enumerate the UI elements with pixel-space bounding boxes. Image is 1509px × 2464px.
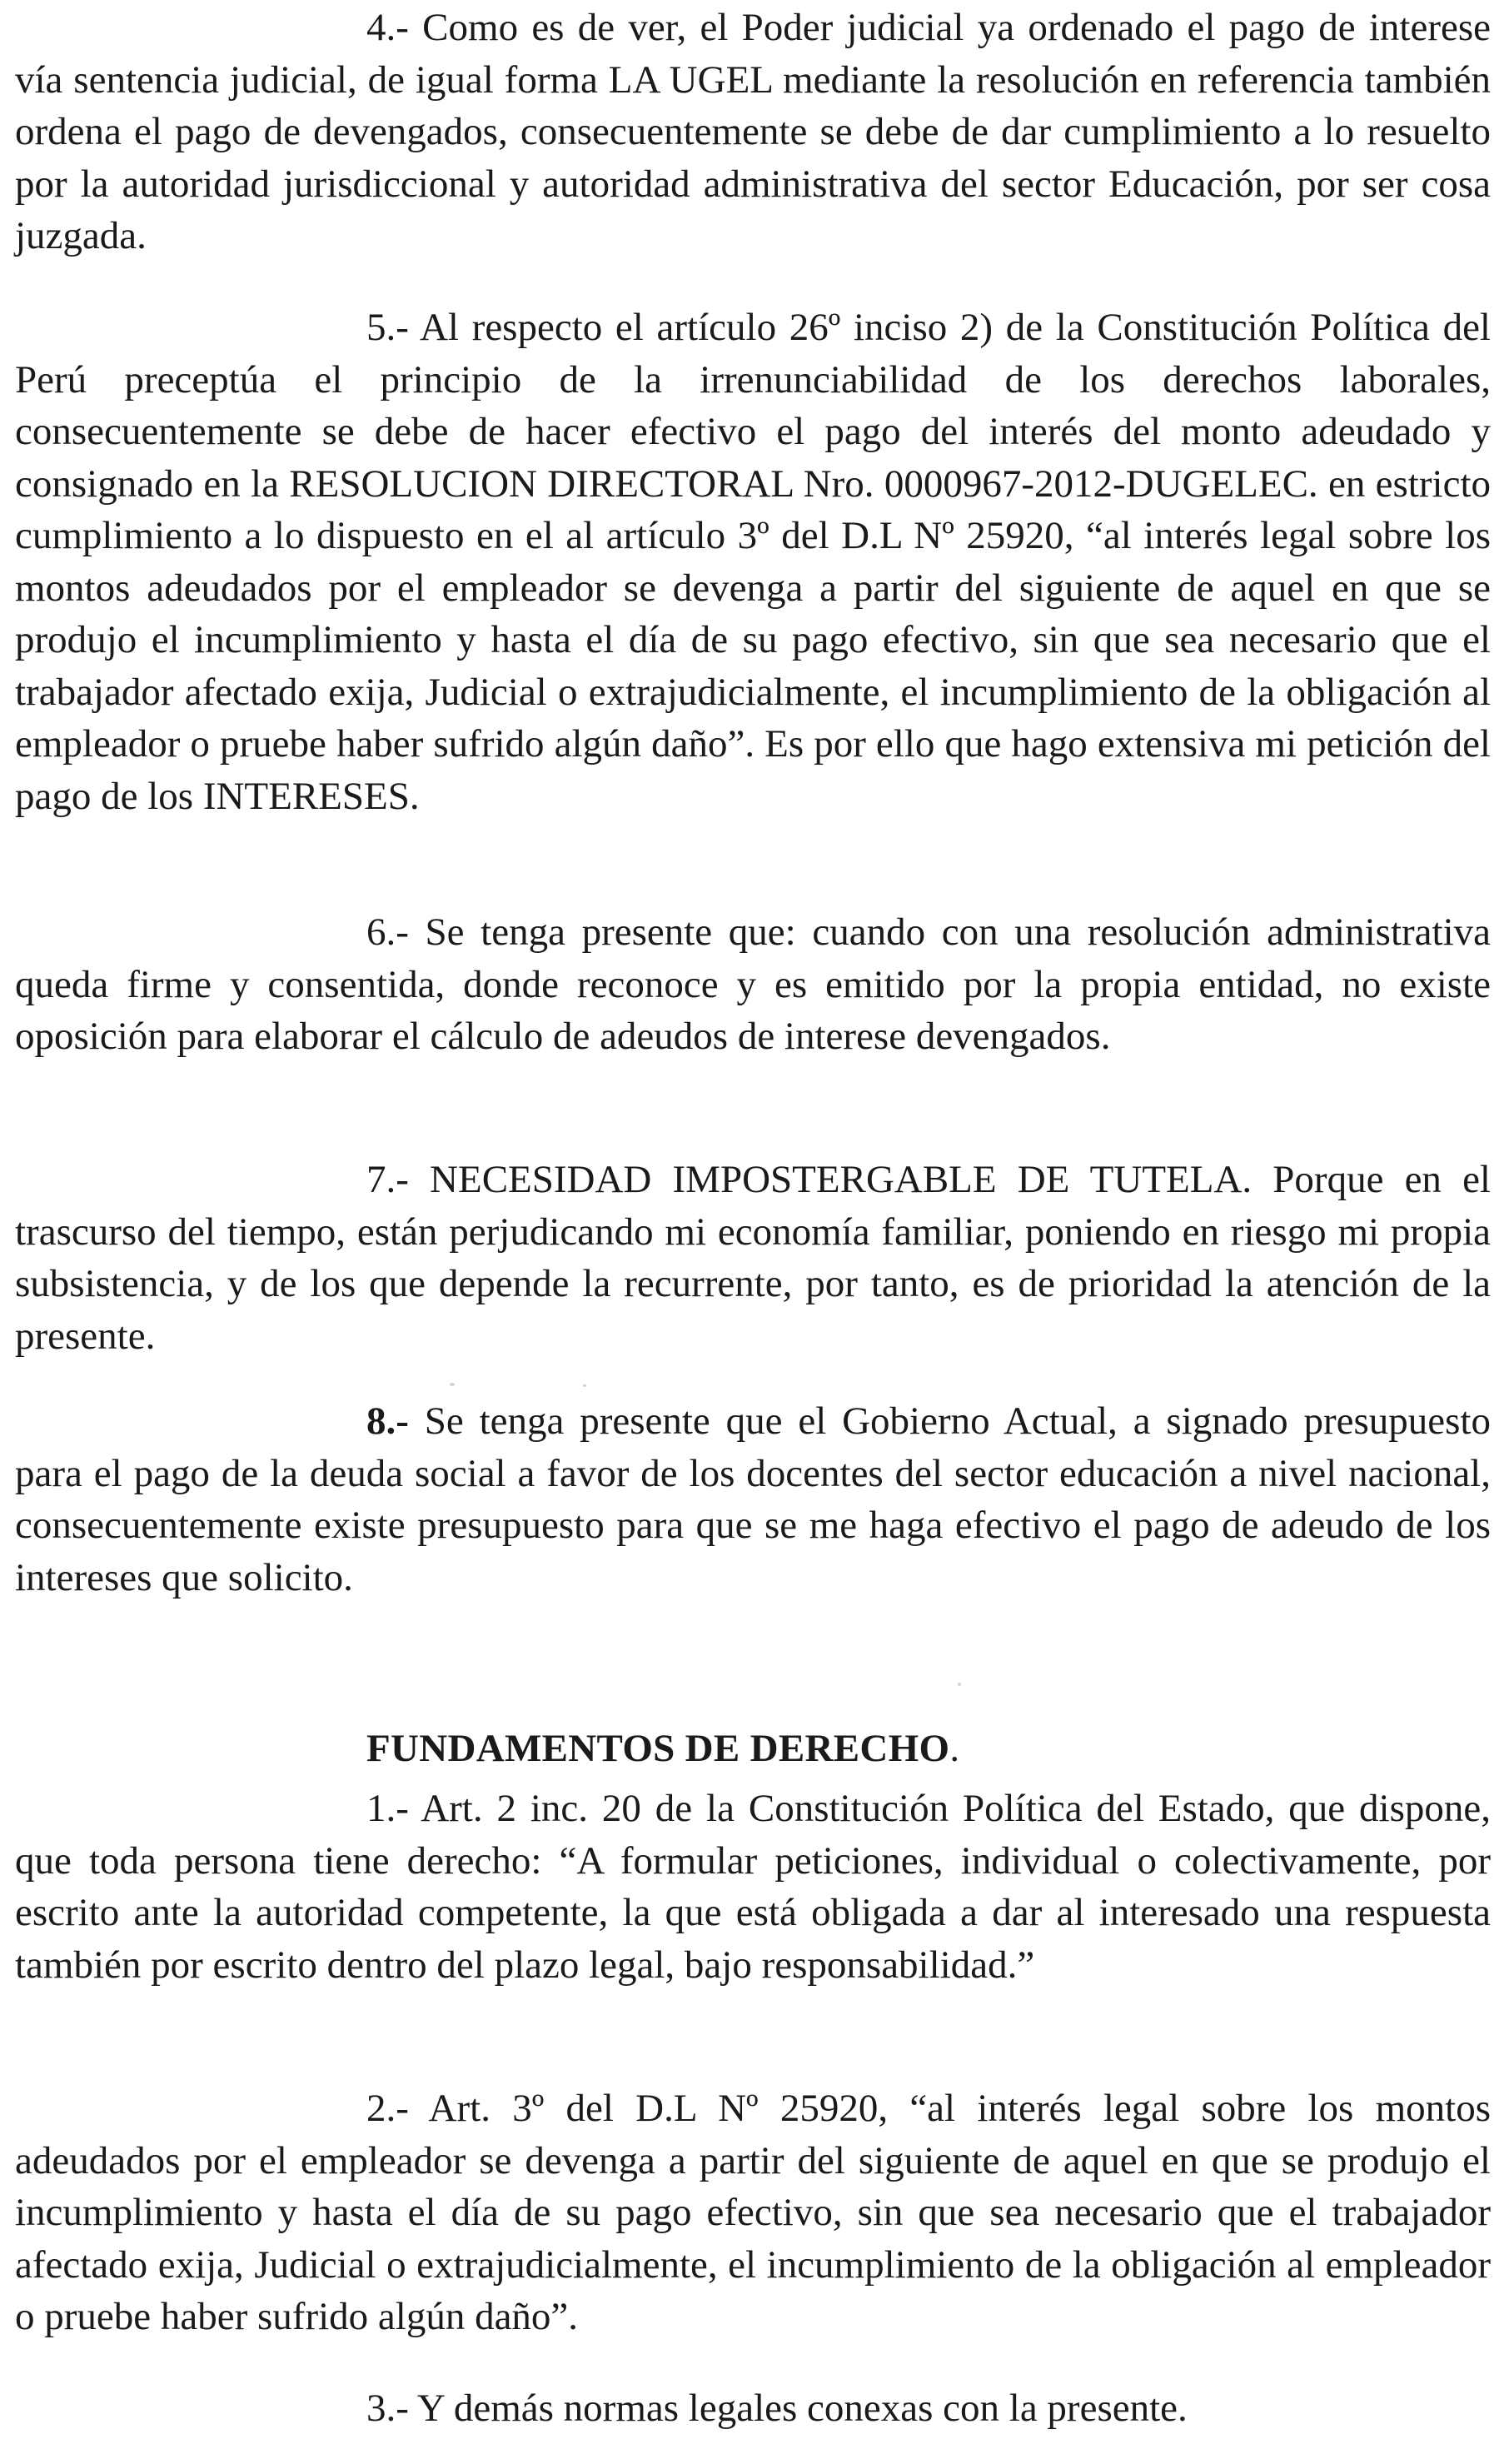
paragraph-4-text: Como es de ver, el Poder judicial ya ordenado el pago de interese vía sentencia judicial, de igual forma LA UGEL mediante la resolución en referencia también ordena el pago de devengados, consecuentemente se debe de dar cumplimiento a lo resuelto por la autoridad jurisdiccional y autoridad administrativa del sector Educación, por ser cosa juzgada.: [15, 6, 1491, 257]
fundamento-1: [15, 1783, 1491, 1991]
scan-speck: [450, 1383, 455, 1386]
paragraph-4: [15, 2, 1491, 262]
fundamento-3-number: 3.-: [366, 2387, 409, 2430]
fundamento-2-text: Art. 3º del D.L Nº 25920, “al interés legal sobre los montos adeudados por el empleador se devenga a partir del siguiente de aquel en que se produjo el incumplimiento y hasta el día de su pago efectivo, sin que sea necesario que el trabajador afectado exija, Judicial o extrajudicialmente, el incumplimiento de la obligación al empleador o pruebe haber sufrido algún daño”.: [15, 2087, 1491, 2338]
fundamentos-heading: [366, 1723, 959, 1775]
paragraph-5-text: Al respecto el artículo 26º inciso 2) de la Constitución Política del Perú preceptúa el principio de la irrenunciabilidad de los derechos laborales, consecuentemente se debe de hacer efectivo el pago del interés del monto adeudado y consignado en la RESOLUCION DIRECTORAL Nro. 0000967-2012-DUGELEC. en estricto cumplimiento a lo dispuesto en el al artículo 3º del D.L Nº 25920, “al interés legal sobre los montos adeudados por el empleador se devenga a partir del siguiente de aquel en que se produjo el incumplimiento y hasta el día de su pago efectivo, sin que sea necesario que el trabajador afectado exija, Judicial o extrajudicialmente, el incumplimiento de la obligación al empleador o pruebe haber sufrido algún daño”. Es por ello que hago extensiva mi petición del pago de los INTERESES.: [15, 306, 1491, 818]
fundamento-2: [15, 2082, 1491, 2343]
paragraph-7-number: 7.-: [366, 1158, 409, 1201]
fundamento-2-number: 2.-: [366, 2087, 409, 2130]
fundamentos-heading-text: FUNDAMENTOS DE DERECHO: [366, 1727, 950, 1770]
fundamento-3: [15, 2382, 1491, 2435]
scan-speck: [958, 1683, 961, 1686]
paragraph-8: [15, 1395, 1491, 1604]
fundamentos-heading-period: .: [949, 1727, 960, 1770]
paragraph-8-text: Se tenga presente que el Gobierno Actual, a signado presupuesto para el pago de la deuda social a favor de los docentes del sector educación a nivel nacional, consecuentemente existe presupuesto para que se me haga efectivo el pago de adeudo de los intereses que solicito.: [15, 1399, 1491, 1599]
paragraph-6: [15, 906, 1491, 1063]
scan-speck: [583, 1384, 586, 1387]
fundamento-3-text: Y demás normas legales conexas con la presente.: [408, 2387, 1188, 2430]
paragraph-6-number: 6.-: [366, 910, 409, 954]
paragraph-7: [15, 1154, 1491, 1362]
paragraph-6-text: Se tenga presente que: cuando con una resolución administrativa queda firme y consentida, donde reconoce y es emitido por la propia entidad, no existe oposición para elaborar el cálculo de adeudos de interese devengados.: [15, 910, 1491, 1058]
paragraph-8-number: 8.-: [366, 1399, 409, 1443]
paragraph-7-text: NECESIDAD IMPOSTERGABLE DE TUTELA. Porque en el trascurso del tiempo, están perjudicando mi economía familiar, poniendo en riesgo mi propia subsistencia, y de los que depende la recurrente, por tanto, es de prioridad la atención de la presente.: [15, 1158, 1491, 1358]
paragraph-4-number: 4.-: [366, 6, 409, 49]
paragraph-5: [15, 302, 1491, 822]
paragraph-5-number: 5.-: [366, 306, 409, 349]
fundamento-1-number: 1.-: [366, 1787, 409, 1830]
fundamento-1-text: Art. 2 inc. 20 de la Constitución Política del Estado, que dispone, que toda persona tiene derecho: “A formular peticiones, individual o colectivamente, por escrito ante la autoridad competente, la que está obligada a dar al interesado una respuesta también por escrito dentro del plazo legal, bajo responsabilidad.”: [15, 1787, 1491, 1987]
